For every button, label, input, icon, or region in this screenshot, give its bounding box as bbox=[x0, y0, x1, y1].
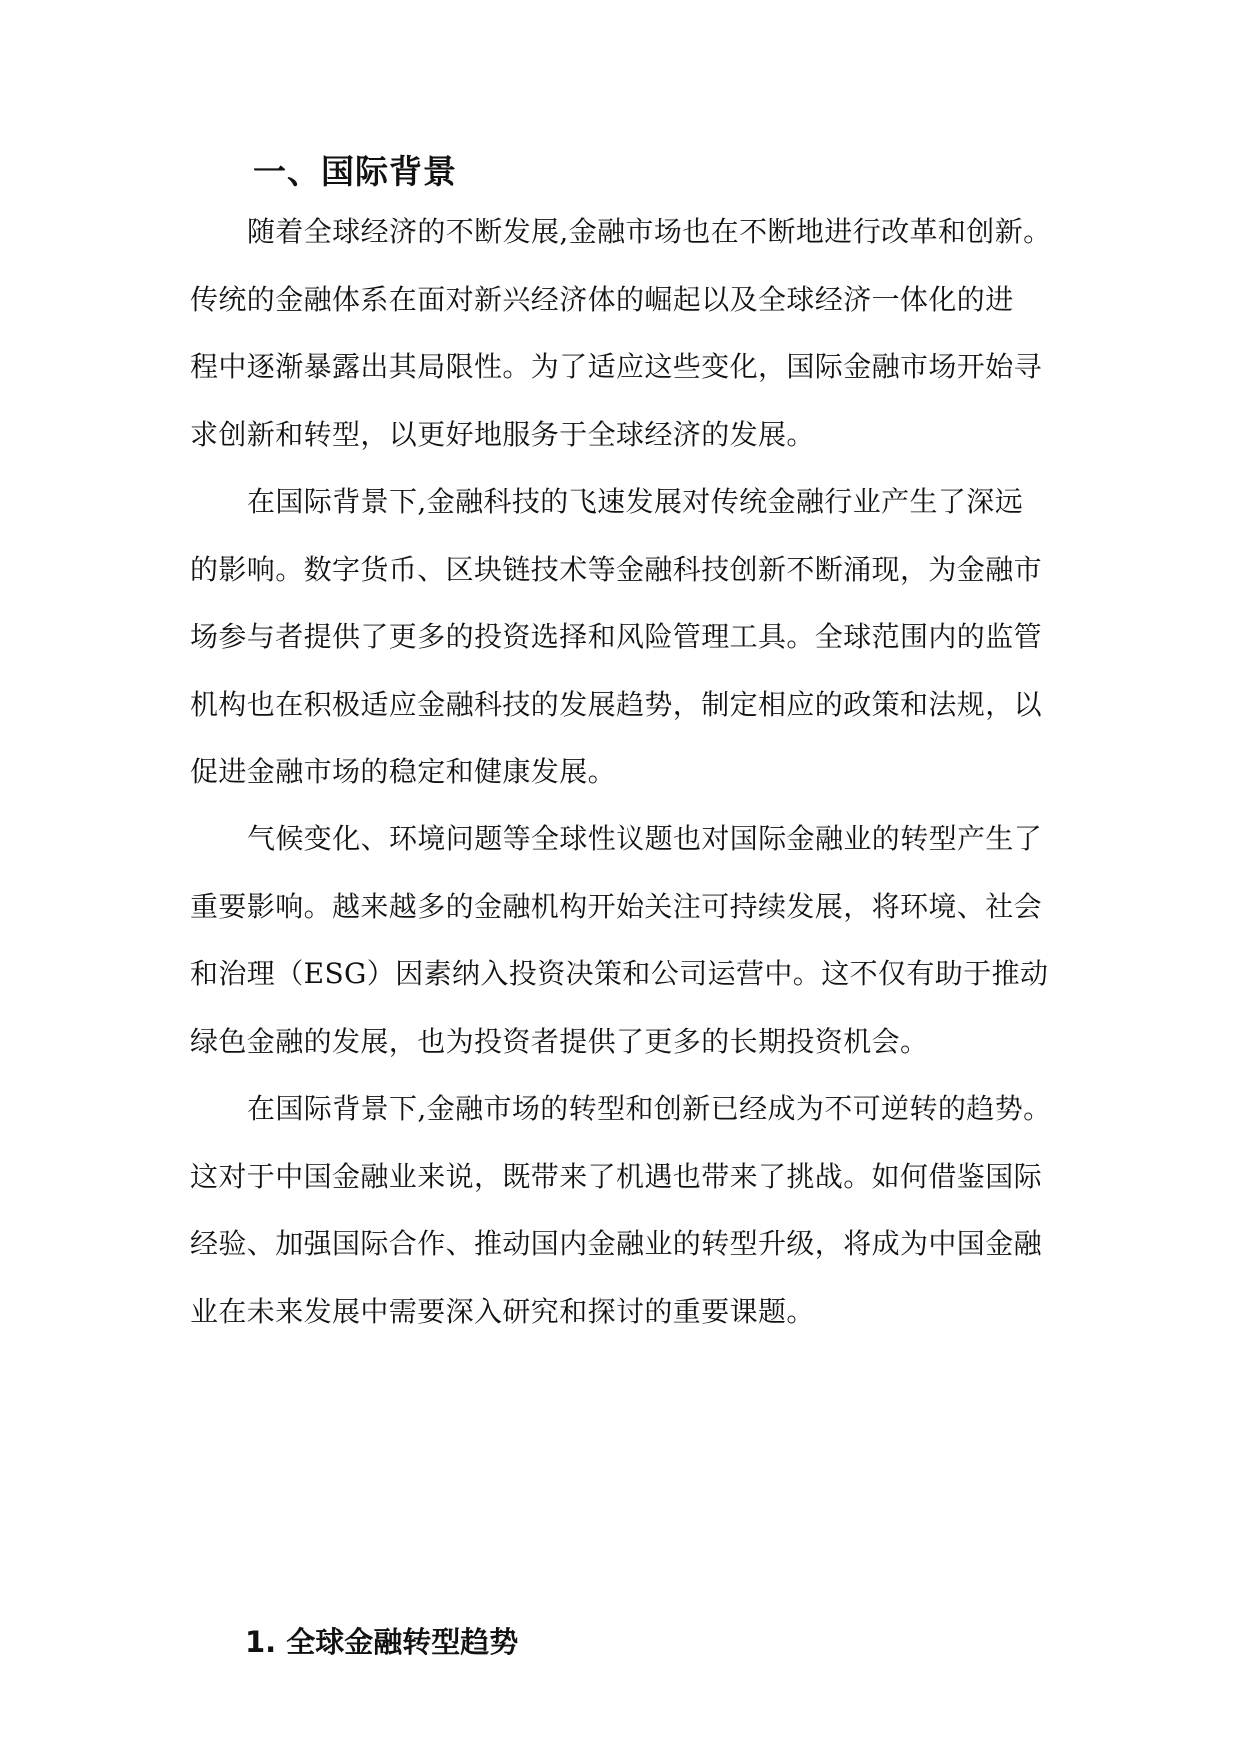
paragraph-line: 重要影响。越来越多的金融机构开始关注可持续发展，将环境、社会 bbox=[190, 889, 1043, 923]
paragraph-line: 这对于中国金融业来说，既带来了机遇也带来了挑战。如何借鉴国际 bbox=[190, 1159, 1043, 1193]
paragraph-line: 求创新和转型，以更好地服务于全球经济的发展。 bbox=[190, 417, 815, 451]
paragraph-line: 的影响。数字货币、区块链技术等金融科技创新不断涌现，为金融市 bbox=[190, 552, 1043, 586]
paragraph-line: 绿色金融的发展，也为投资者提供了更多的长期投资机会。 bbox=[190, 1024, 929, 1058]
paragraph-line: 机构也在积极适应金融科技的发展趋势，制定相应的政策和法规，以 bbox=[190, 687, 1043, 721]
paragraph-line: 和治理（ESG）因素纳入投资决策和公司运营中。这不仅有助于推动 bbox=[190, 957, 1049, 990]
paragraph-line: 促进金融市场的稳定和健康发展。 bbox=[190, 755, 617, 788]
paragraph-line: 随着全球经济的不断发展,金融市场也在不断地进行改革和创新。 bbox=[247, 215, 1052, 248]
paragraph-line: 在国际背景下,金融市场的转型和创新已经成为不可逆转的趋势。 bbox=[247, 1092, 1052, 1125]
paragraph-line: 场参与者提供了更多的投资选择和风险管理工具。全球范围内的监管 bbox=[190, 620, 1043, 653]
paragraph-line: 经验、加强国际合作、推动国内金融业的转型升级，将成为中国金融 bbox=[190, 1227, 1043, 1260]
paragraph bbox=[190, 198, 1050, 468]
paragraph-line: 程中逐渐暴露出其局限性。为了适应这些变化，国际金融市场开始寻 bbox=[190, 350, 1043, 383]
paragraph-line: 传统的金融体系在面对新兴经济体的崛起以及全球经济一体化的进 bbox=[190, 282, 1014, 316]
paragraph bbox=[190, 468, 1050, 806]
paragraph bbox=[190, 805, 1050, 1075]
paragraph-line: 业在未来发展中需要深入研究和探讨的重要课题。 bbox=[190, 1294, 815, 1328]
paragraph bbox=[190, 1075, 1050, 1345]
subsection-heading: 1. 全球金融转型趋势 bbox=[245, 1625, 519, 1659]
section-heading: 一、国际背景 bbox=[253, 152, 457, 191]
paragraph-line: 气候变化、环境问题等全球性议题也对国际金融业的转型产生了 bbox=[247, 822, 1043, 855]
paragraph-line: 在国际背景下,金融科技的飞速发展对传统金融行业产生了深远 bbox=[247, 485, 1024, 518]
